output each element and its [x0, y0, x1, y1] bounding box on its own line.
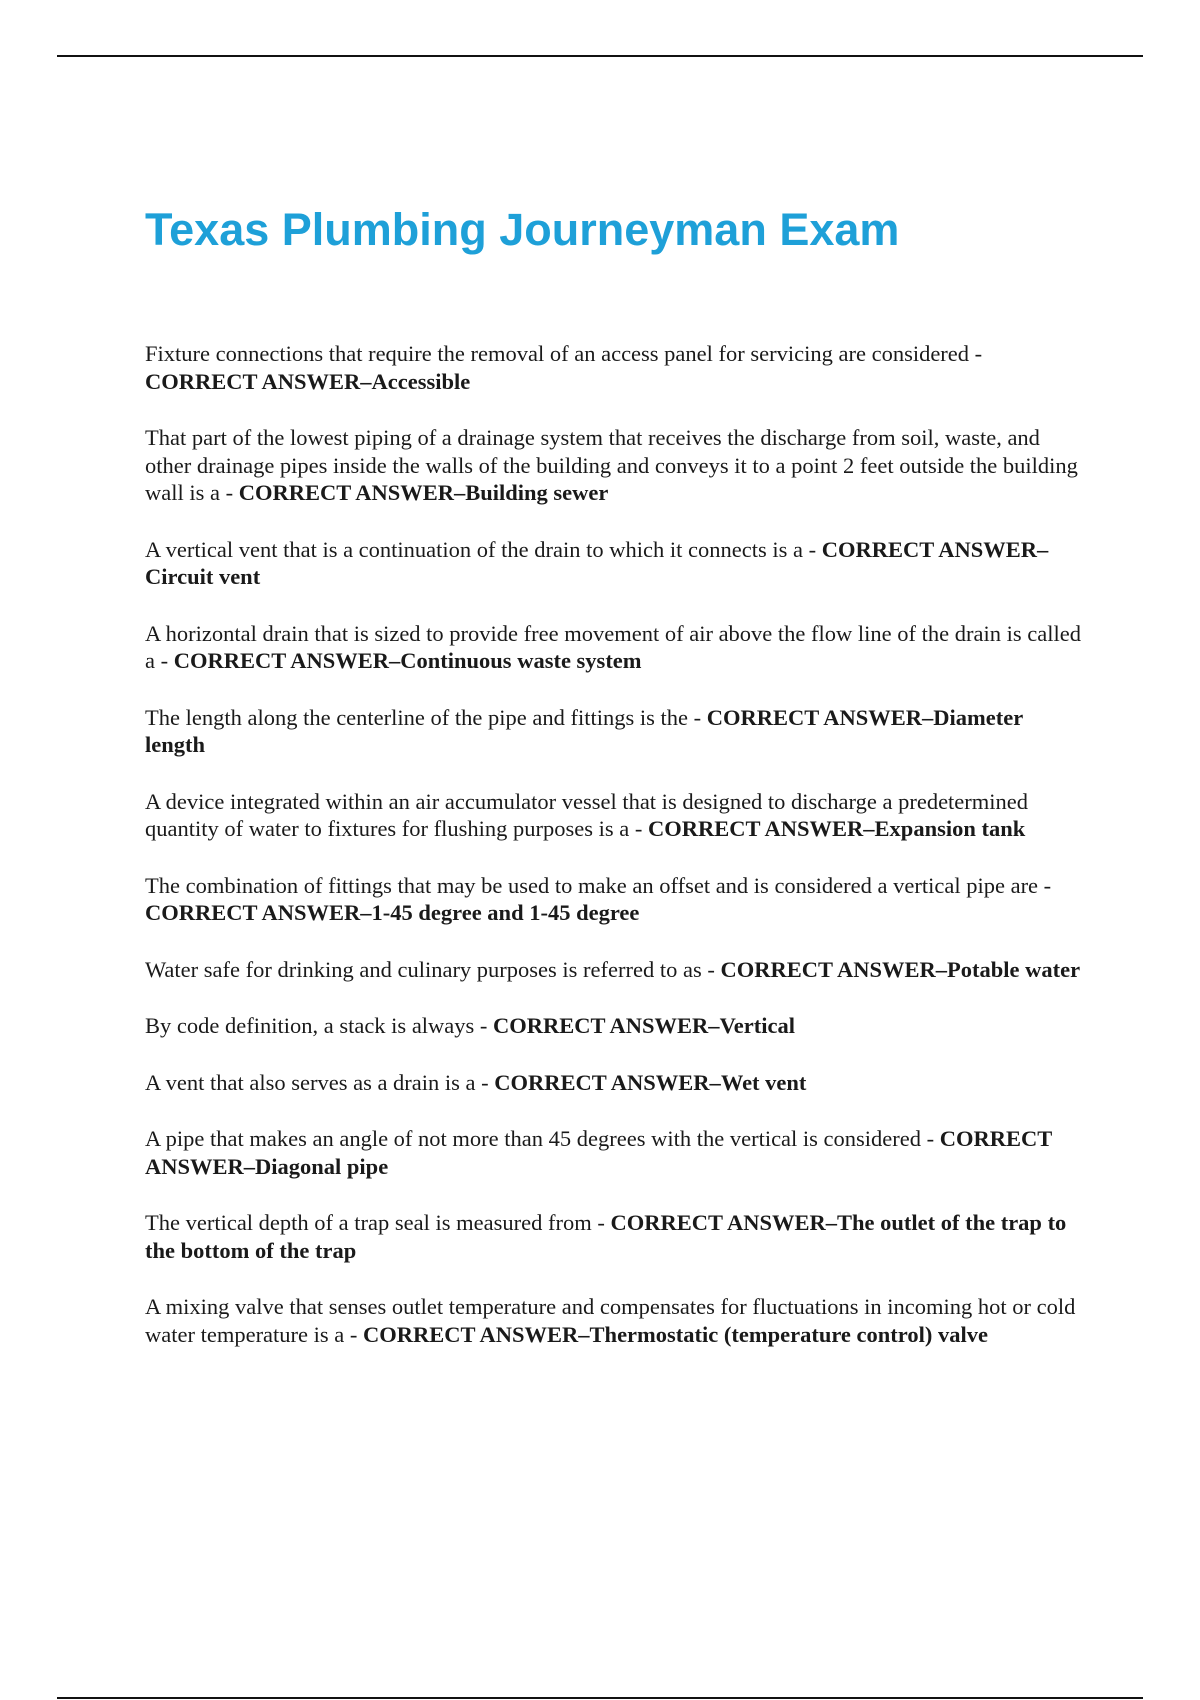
question-text: A vent that also serves as a drain is a: [145, 1069, 476, 1095]
answer-prefix: CORRECT ANSWER–: [706, 704, 934, 730]
question-text: The length along the centerline of the pipe and fittings is the: [145, 704, 688, 730]
answer-prefix: CORRECT ANSWER–: [720, 956, 947, 982]
answer-prefix: CORRECT ANSWER–: [648, 816, 875, 841]
answer-prefix: CORRECT ANSWER–: [494, 1069, 721, 1095]
answer-text: Continuous waste system: [400, 648, 642, 673]
answer-prefix: CORRECT ANSWER–: [145, 368, 372, 394]
qa-item: [145, 704, 1085, 759]
question-separator: -: [1038, 872, 1052, 898]
answer-prefix: CORRECT ANSWER–: [821, 536, 1049, 562]
question-separator: -: [629, 816, 649, 841]
question-text: A vertical vent that is a continuation of the drain to which it connects is a: [145, 536, 803, 562]
question-text: A horizontal drain that is sized to provide free movement of air above the flow line of the drain is called a: [145, 620, 1081, 673]
answer-text: Wet vent: [720, 1069, 807, 1095]
question-text: Water safe for drinking and culinary purposes is referred to as: [145, 956, 702, 982]
qa-item: [145, 1069, 1085, 1097]
answer-prefix: CORRECT ANSWER–: [173, 648, 401, 673]
question-text: A pipe that makes an angle of not more than 45 degrees with the vertical is considered: [145, 1126, 922, 1151]
question-separator: -: [591, 1210, 611, 1235]
answer-text: The outlet of the trap to the bottom of the trap: [145, 1210, 1067, 1263]
answer-text: Potable water: [947, 956, 1081, 982]
question-list: [145, 340, 1085, 1377]
question-separator: -: [475, 1069, 495, 1095]
qa-item: [145, 340, 1085, 395]
question-text: That part of the lowest piping of a drainage system that receives the discharge from soil, waste, and other drainage pipes inside the walls of the building and conveys it to a point 2 feet outside the building wall is a: [145, 425, 1078, 505]
question-separator: -: [969, 341, 983, 366]
answer-prefix: CORRECT ANSWER–: [493, 1013, 720, 1038]
answer-text: Diameter length: [145, 704, 1023, 757]
question-separator: -: [155, 648, 174, 673]
answer-text: Vertical: [719, 1013, 795, 1038]
question-separator: -: [474, 1013, 494, 1038]
question-text: By code definition, a stack is always: [145, 1013, 475, 1038]
question-separator: -: [219, 480, 239, 505]
answer-text: Diagonal pipe: [255, 1153, 389, 1179]
question-separator: -: [701, 956, 721, 982]
footer-divider: [57, 1697, 1143, 1699]
qa-item: [145, 620, 1085, 675]
answer-text: Circuit vent: [145, 564, 261, 589]
answer-prefix: CORRECT ANSWER–: [363, 1321, 590, 1347]
answer-text: Building sewer: [465, 480, 609, 505]
question-separator: -: [344, 1321, 364, 1347]
answer-text: Accessible: [371, 368, 471, 394]
question-text: A mixing valve that senses outlet temperature and compensates for fluctuations in incoming hot or cold water temperature is a: [145, 1294, 1076, 1347]
question-text: The vertical depth of a trap seal is measured from: [145, 1210, 592, 1235]
question-text: Fixture connections that require the removal of an access panel for servicing are considered: [145, 341, 970, 366]
qa-item: [145, 1125, 1085, 1180]
qa-item: [145, 956, 1085, 984]
answer-text: Expansion tank: [874, 816, 1026, 841]
answer-prefix: CORRECT ANSWER–: [610, 1210, 837, 1235]
answer-text: 1-45 degree and 1-45 degree: [371, 900, 640, 925]
question-separator: -: [802, 536, 822, 562]
header-divider: [57, 55, 1143, 57]
qa-item: [145, 1293, 1085, 1348]
question-separator: -: [921, 1126, 940, 1151]
document-title: Texas Plumbing Journeyman Exam: [145, 204, 900, 255]
qa-item: [145, 536, 1085, 591]
answer-text: Thermostatic (temperature control) valve: [589, 1321, 988, 1347]
answer-prefix: CORRECT ANSWER–: [145, 900, 372, 925]
qa-item: [145, 788, 1085, 843]
question-text: The combination of fittings that may be used to make an offset and is considered a vertical pipe are: [145, 872, 1039, 898]
answer-prefix: CORRECT ANSWER–: [145, 1126, 1052, 1179]
qa-item: [145, 1012, 1085, 1040]
qa-item: [145, 424, 1085, 507]
question-text: A device integrated within an air accumulator vessel that is designed to discharge a predetermined quantity of water to fixtures for flushing purposes is a: [145, 788, 1029, 841]
answer-prefix: CORRECT ANSWER–: [238, 480, 466, 505]
qa-item: [145, 1209, 1085, 1264]
question-separator: -: [687, 704, 707, 730]
qa-item: [145, 872, 1085, 927]
